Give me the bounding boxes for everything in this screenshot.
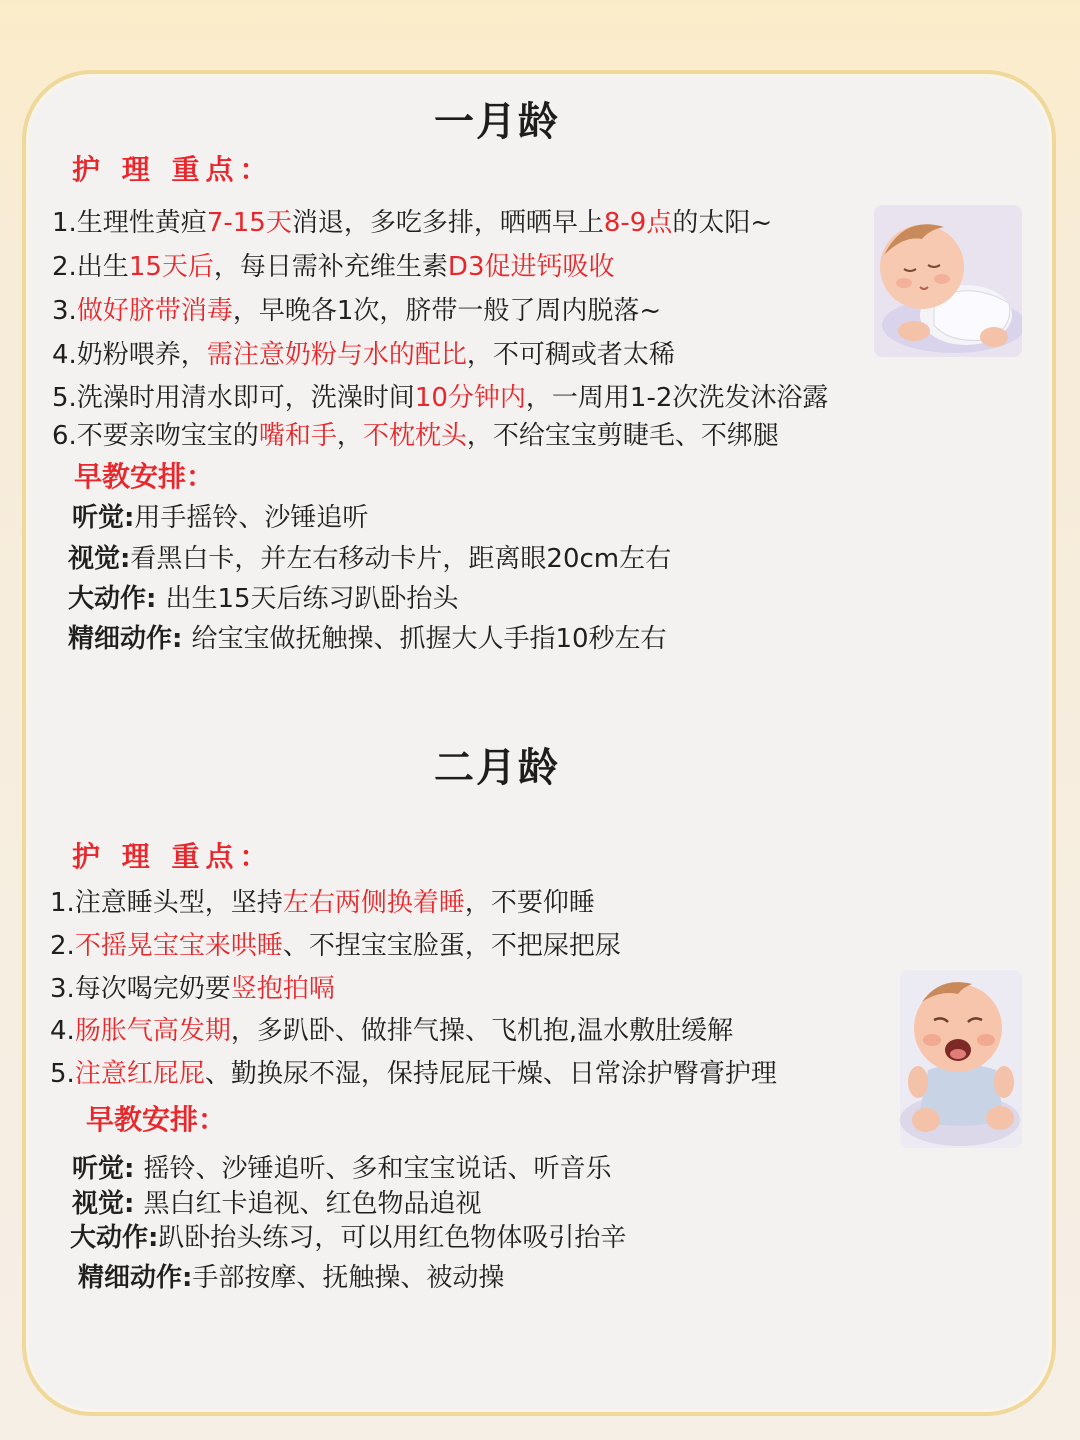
edu-label: 视觉 [68,544,121,574]
edu-text: 出生15天后练习趴卧抬头 [165,584,459,614]
care-text: 4.奶粉喂养， [52,340,207,370]
edu-separator: : [124,1154,144,1184]
care-text: ，一周用1-2次洗发沐浴露 [525,383,829,413]
crying-baby-image [900,970,1022,1148]
edu-text: 趴卧抬头练习，可以用红色物体吸引抬辛 [158,1223,627,1253]
care-text: 3. [52,296,77,326]
edu-separator: : [148,1223,159,1253]
edu-item [70,1217,626,1254]
month2-title: 二月龄 [434,745,560,791]
care-highlight: D3促进钙吸收 [447,252,615,282]
care-highlight: 10分钟内 [414,383,526,413]
care-highlight: 做好脐带消毒 [76,296,233,326]
sleeping-baby-image [874,205,1022,357]
edu-label: 大动作 [70,1223,149,1253]
edu-label: 大动作 [68,584,147,614]
edu-text: 黑白红卡追视、红色物品追视 [143,1189,482,1219]
edu-label: 听觉 [72,1154,125,1184]
care-text: 3.每次喝完奶要 [50,974,231,1004]
care-text: 消退，多吃多排，晒晒早上 [291,208,604,238]
care-text: ， [336,421,363,451]
edu-text: 用手摇铃、沙锤追听 [134,503,369,533]
care-text: 1.生理性黄疸 [52,208,207,238]
edu-label: 精细动作 [68,624,173,654]
edu-text: 给宝宝做抚触操、抓握大人手指10秒左右 [191,624,667,654]
care-item [52,415,779,452]
care-item [52,377,828,414]
edu-separator: : [182,1263,193,1293]
month1-title: 一月龄 [434,99,560,145]
care-text: 的太阳~ [672,208,773,238]
care-text: ，多趴卧、做排气操、飞机抱,温水敷肚缓解 [230,1016,734,1046]
care-highlight: 15天后 [128,252,214,282]
care-item [50,1010,733,1047]
care-text: ，不给宝宝剪睫毛、不绑腿 [466,421,779,451]
care-text: ，不要仰睡 [464,888,595,918]
edu-item [68,578,459,615]
edu-item [68,618,667,655]
care-highlight: 注意红屁屁 [74,1059,205,1089]
edu-separator: : [124,1189,144,1219]
edu-separator: : [124,503,135,533]
month1-care-heading: 护 理 重点： [72,153,274,186]
care-highlight: 不摇晃宝宝来哄睡 [74,931,283,961]
care-text: 5. [50,1059,75,1089]
edu-separator: : [172,624,192,654]
month2-edu-heading: 早教安排： [86,1103,227,1136]
care-text: 、勤换尿不湿，保持屁屁干燥、日常涂护臀膏护理 [204,1059,777,1089]
care-item [52,246,615,283]
edu-label: 视觉 [72,1189,125,1219]
care-item [52,334,675,371]
care-item [50,968,335,1005]
edu-item [72,1148,611,1185]
edu-separator: : [120,544,131,574]
care-highlight: 8-9点 [603,208,673,238]
care-highlight: 7-15天 [206,208,292,238]
care-text: ，每日需补充维生素 [213,252,448,282]
care-text: ，不可稠或者太稀 [466,340,675,370]
edu-item [72,1183,481,1220]
care-text: 5.洗澡时用清水即可，洗澡时间 [52,383,415,413]
edu-separator: : [146,584,166,614]
care-text: 6.不要亲吻宝宝的 [52,421,259,451]
edu-item [78,1257,504,1294]
care-item [50,925,621,962]
care-highlight: 竖抱拍嗝 [230,974,335,1004]
care-item [50,1053,777,1090]
edu-text: 手部按摩、抚触操、被动操 [192,1263,505,1293]
month1-edu-heading: 早教安排： [74,460,215,493]
care-text: 、不捏宝宝脸蛋，不把屎把尿 [282,931,621,961]
care-item [50,882,595,919]
care-highlight: 不枕枕头 [362,421,467,451]
care-text: 1.注意睡头型，坚持 [50,888,283,918]
edu-label: 听觉 [72,503,125,533]
edu-text: 看黑白卡，并左右移动卡片，距离眼20cm左右 [130,544,672,574]
edu-label: 精细动作 [78,1263,183,1293]
care-text: 4. [50,1016,75,1046]
care-highlight: 肠胀气高发期 [74,1016,231,1046]
care-highlight: 需注意奶粉与水的配比 [206,340,467,370]
edu-text: 摇铃、沙锤追听、多和宝宝说话、听音乐 [143,1154,612,1184]
care-text: 2. [50,931,75,961]
care-text: ，早晚各1次，脐带一般了周内脱落~ [232,296,662,326]
care-text: 2.出生 [52,252,129,282]
care-item [52,202,772,239]
month2-care-heading: 护 理 重点： [72,840,274,873]
edu-item [68,538,671,575]
edu-item [72,497,368,534]
care-highlight: 嘴和手 [258,421,337,451]
care-highlight: 左右两侧换着睡 [282,888,465,918]
care-item [52,290,661,327]
